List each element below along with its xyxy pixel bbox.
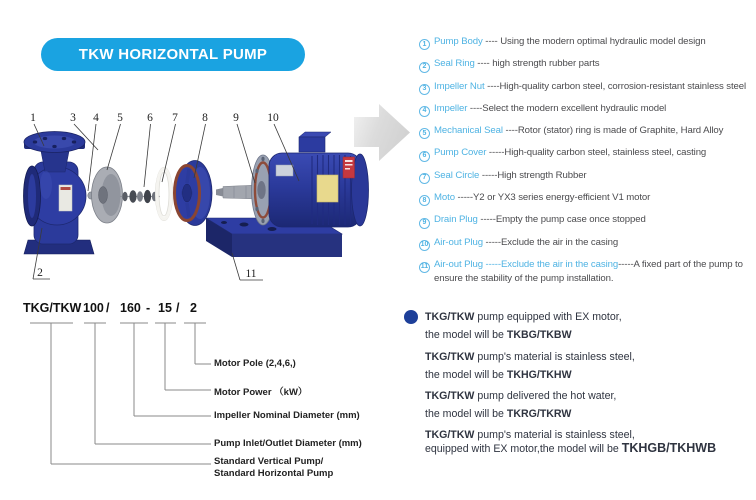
- part-number-badge: 1: [419, 39, 430, 50]
- part-number-badge: 9: [419, 218, 430, 229]
- callout-8: 8: [202, 112, 208, 124]
- note-text: the model will be: [425, 408, 507, 420]
- motor-part: [216, 132, 369, 227]
- part-name: Drain Plug: [434, 214, 478, 226]
- part-item-11: [419, 259, 756, 286]
- note-line: [425, 442, 753, 455]
- part-desc: -----High strength Rubber: [479, 169, 587, 181]
- note-model-code: TKRG/TKRW: [506, 408, 572, 420]
- part-desc: ---- Using the modern optimal hydraulic model design: [482, 36, 706, 47]
- model-code-slash1: /: [106, 301, 110, 315]
- label-impeller-diameter: Impeller Nominal Diameter (mm): [214, 410, 360, 421]
- part-desc: ----Select the modern excellent hydraulic model: [467, 102, 667, 114]
- part-item-10: [419, 237, 756, 251]
- note-line: [425, 311, 753, 324]
- pump-cover-part: [175, 161, 213, 226]
- pump-exploded-diagram: [10, 90, 420, 290]
- model-code-power: 15: [158, 301, 172, 315]
- part-desc: -----Empty the pump case once stopped: [477, 214, 646, 226]
- label-motor-power: Motor Power （kW）: [214, 387, 308, 398]
- callout-5: 5: [117, 112, 123, 124]
- label-standard-vertical: Standard Vertical Pump/: [214, 456, 324, 467]
- note-model-code: TKHG/TKHW: [506, 369, 572, 381]
- note-model-code: TKG/TKW: [425, 390, 475, 402]
- part-item-7: [419, 170, 756, 184]
- part-desc: -----Exclude the air in the casing: [482, 236, 619, 248]
- note-line: [425, 390, 753, 403]
- part-item-4: [419, 103, 756, 117]
- part-name: Air-out Plug: [434, 236, 483, 248]
- note-model-code: TKG/TKW: [425, 429, 475, 441]
- part-item-8: [419, 192, 756, 206]
- mechanical-seal-part: [120, 190, 160, 203]
- model-breakdown-lines: [0, 316, 400, 500]
- note-text: pump's material is stainless steel,: [474, 351, 635, 363]
- parts-list: [419, 36, 756, 294]
- note-text: pump delivered the hot water,: [474, 390, 617, 402]
- model-code-slash2: /: [176, 301, 180, 315]
- part-item-2: [419, 58, 756, 72]
- callout-6: 6: [147, 112, 153, 124]
- model-code-dash: -: [146, 301, 151, 315]
- callout-4: 4: [93, 112, 99, 124]
- part-name: Pump Cover: [434, 147, 487, 159]
- note-model-code: TKG/TKW: [425, 351, 475, 363]
- model-code-inlet: 100: [83, 301, 104, 315]
- part-number-badge: 10: [419, 240, 430, 251]
- callout-11: 11: [245, 268, 257, 280]
- part-item-9: [419, 214, 756, 228]
- part-desc: -----Y2 or YX3 series energy-efficient V1 motor: [454, 192, 651, 204]
- part-desc: -----A fixed part of the pump to ensure the stability of the pump installation.: [434, 258, 743, 285]
- callout-10: 10: [267, 112, 279, 124]
- seal-circle-part: [156, 168, 173, 221]
- bullet-icon: [404, 310, 418, 324]
- part-name: Seal Ring: [434, 58, 475, 70]
- pump-body-part: [24, 132, 95, 255]
- part-number-badge: 3: [419, 84, 430, 95]
- part-item-6: [419, 147, 756, 161]
- title-banner: [41, 38, 305, 71]
- callout-2: 2: [37, 267, 43, 279]
- label-standard-horizontal: Standard Horizontal Pump: [214, 468, 334, 479]
- callout-7: 7: [172, 112, 178, 124]
- note-line: [425, 329, 753, 342]
- part-number-badge: 8: [419, 195, 430, 206]
- label-motor-pole: Motor Pole (2,4,6,): [214, 358, 296, 369]
- note-line: [425, 408, 753, 421]
- note-text: the model will be: [425, 369, 507, 381]
- part-desc: ----High-quality carbon steel, corrosion-resistant stainless steel: [484, 80, 747, 92]
- part-name: Air-out Plug: [434, 258, 483, 270]
- note-line: [425, 369, 753, 382]
- note-text: pump's material is stainless steel,: [474, 429, 635, 441]
- page-title: TKW HORIZONTAL PUMP: [78, 46, 268, 63]
- part-item-1: [419, 36, 756, 50]
- part-name: Seal Circle: [434, 169, 480, 181]
- part-name: Impeller: [434, 102, 468, 114]
- model-code-pole: 2: [190, 301, 197, 315]
- part-desc: ---- high strength rubber parts: [474, 58, 600, 70]
- part-number-badge: 5: [419, 128, 430, 139]
- note-model-code: TKHGB/TKHWB: [621, 441, 717, 455]
- note-text: equipped with EX motor,the model will be: [425, 443, 622, 455]
- part-number-badge: 6: [419, 151, 430, 162]
- callout-3: 3: [70, 112, 76, 124]
- model-code-series: TKG/TKW: [23, 301, 82, 315]
- direction-arrow-icon: [354, 104, 410, 161]
- part-item-5: [419, 125, 756, 139]
- label-inlet-outlet: Pump Inlet/Outlet Diameter (mm): [214, 438, 362, 449]
- part-number-badge: 7: [419, 173, 430, 184]
- note-text: pump equipped with EX motor,: [474, 311, 622, 323]
- callout-9: 9: [233, 112, 239, 124]
- part-number-badge: 4: [419, 106, 430, 117]
- part-name: Impeller Nut: [434, 80, 485, 92]
- note-line: [425, 351, 753, 364]
- model-code-impeller: 160: [120, 301, 141, 315]
- part-name: Moto: [434, 192, 455, 204]
- part-item-3: [419, 81, 756, 95]
- model-variant-notes: [425, 311, 753, 455]
- note-model-code: TKBG/TKBW: [506, 329, 572, 341]
- callout-1: 1: [30, 112, 36, 124]
- part-number-badge: 2: [419, 62, 430, 73]
- impeller-part: [88, 167, 123, 223]
- part-desc-blue: -----Exclude the air in the casing: [482, 258, 619, 270]
- part-name: Pump Body: [434, 36, 483, 47]
- note-text: the model will be: [425, 329, 507, 341]
- part-number-badge: 11: [419, 262, 430, 273]
- part-name: Mechanical Seal: [434, 125, 503, 137]
- note-model-code: TKG/TKW: [425, 311, 475, 323]
- part-desc: -----High-quality carbon steel, stainless steel, casting: [486, 147, 707, 159]
- part-desc: ----Rotor (stator) ring is made of Graphite, Hard Alloy: [502, 125, 724, 137]
